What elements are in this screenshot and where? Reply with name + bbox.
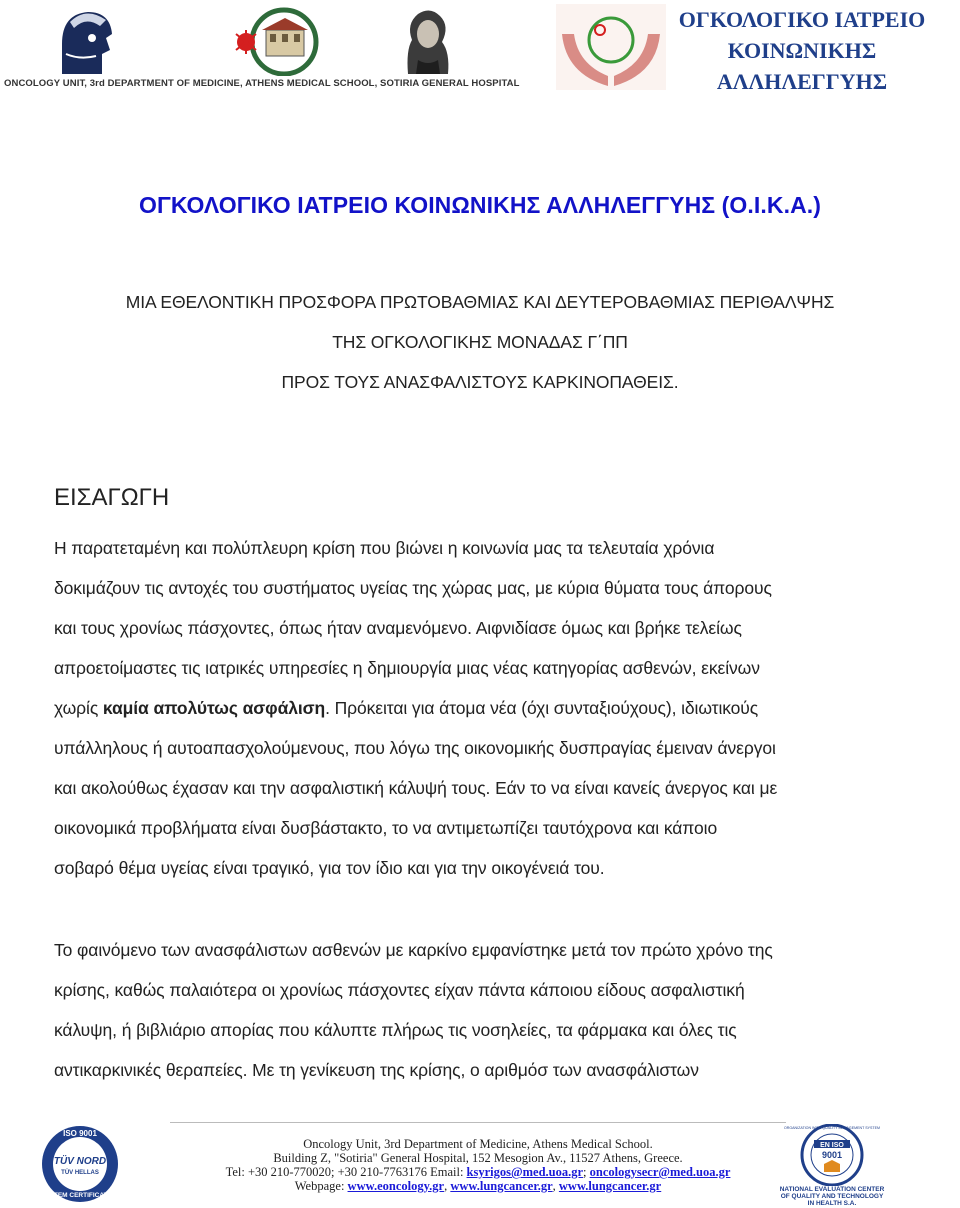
tuv-certification-badge: [18, 1124, 142, 1204]
footer-line: Webpage: www.eoncology.gr, www.lungcancer.gr, www.lungcancer.gr: [294, 1179, 662, 1193]
hospital-logo: [232, 4, 324, 76]
footer-contact-block: [170, 1122, 786, 1198]
subtitle-line: ΜΙΑ ΕΘΕΛΟΝΤΙΚΗ ΠΡΟΣΦΟΡΑ ΠΡΩΤΟΒΑΘΜΙΑΣ ΚΑΙ ΔΕΥΤΕΡΟΒΑΘΜΙΑΣ ΠΕΡΙΘΑΛΨΗΣ: [125, 292, 835, 312]
organization-name-line: ΑΛΛΗΛΕΓΓΥΗΣ: [716, 69, 888, 94]
badge-number-label: 9001: [821, 1150, 843, 1160]
certification-caption-line: IN HEALTH S.A.: [807, 1200, 857, 1207]
paragraph-line: και τους χρονίως πάσχοντες, όπως ήταν αναμενόμενο. Αιφνιδίασε όμως και βρήκε τελείως: [54, 618, 742, 638]
paragraph-line: αντικαρκινικές θεραπείες. Με τη γενίκευση της κρίσης, ο αριθμόσ των ανασφάλιστων: [54, 1060, 699, 1080]
organization-name-line: ΚΟΙΝΩΝΙΚΗΣ: [727, 38, 877, 63]
paragraph-line: Η παρατεταμένη και πολύπλευρη κρίση που βιώνει η κοινωνία μας τα τελευταία χρόνια: [54, 538, 715, 558]
organization-name: [652, 4, 952, 97]
badge-ring-label: ORGANIZATION WITH QUALITY MANAGEMENT SYSTEM: [783, 1126, 881, 1130]
footer-text: Tel: +30 210-770020; +30 210-7763176 Email:: [225, 1165, 467, 1179]
section-heading: ΕΙΣΑΓΩΓΗ: [54, 484, 170, 511]
web-link[interactable]: www.lungcancer.gr: [558, 1179, 662, 1193]
footer-line: Oncology Unit, 3rd Department of Medicine, Athens Medical School.: [303, 1137, 653, 1151]
paragraph-line: δοκιμάζουν τις αντοχές του συστήματος υγείας της χώρας μας, με κύρια θύματα τους άπορους: [54, 578, 772, 598]
paragraph-line: Το φαινόμενο των ανασφάλιστων ασθενών με καρκίνο εμφανίστηκε μετά τον πρώτο χρόνο της: [54, 940, 773, 960]
paragraph-line: κρίσης, καθώς παλαιότερα οι χρονίως πάσχοντες είχαν πάντα κάποιου είδους ασφαλιστική: [54, 980, 745, 1000]
footer-line: [170, 1166, 786, 1179]
footer-line: Building Z, "Sotiria" General Hospital, 152 Mesogion Av., 11527 Athens, Greece.: [273, 1151, 683, 1165]
certification-caption: [752, 1186, 912, 1207]
email-link[interactable]: ksyrigos@med.uoa.gr: [466, 1165, 584, 1179]
badge-iso-label: ISO 9001: [63, 1129, 97, 1138]
footer-text: Webpage:: [294, 1179, 348, 1193]
paragraph-line: σοβαρό θέμα υγείας είναι τραγικό, για τον ίδιο και για την οικογένειά του.: [54, 858, 605, 878]
emphasis-text: καμία απολύτως ασφάλιση: [102, 698, 326, 718]
portrait-logo: [392, 4, 462, 76]
organization-name-line: ΟΓΚΟΛΟΓΙΚΟ ΙΑΤΡΕΙΟ: [678, 7, 926, 32]
certification-caption-line: NATIONAL EVALUATION CENTER: [779, 1186, 885, 1193]
en-iso-certification-badge: [772, 1124, 892, 1186]
paragraph-line: υπάλληλους ή αυτοαπασχολούμενους, που λόγω της οικονομικής δυσπραγίας έμειναν άνεργοι: [54, 738, 776, 758]
paragraph-line: απροετοίμαστες τις ιατρικές υπηρεσίες η δημιουργία μιας νέας κατηγορίας ασθενών, εκείνων: [54, 658, 760, 678]
helmet-logo: [40, 4, 130, 78]
document-title: ΟΓΚΟΛΟΓΙΚΟ ΙΑΤΡΕΙΟ ΚΟΙΝΩΝΙΚΗΣ ΑΛΛΗΛΕΓΓΥΗΣ (Ο.Ι.Κ.Α.): [138, 192, 822, 218]
email-link[interactable]: oncologysecr@med.uoa.gr: [589, 1165, 731, 1179]
paragraph-line: οικονομικά προβλήματα είναι δυσβάστακτο, το να αντιμετωπίζει ταυτόχρονα και κάποιο: [54, 818, 718, 838]
intro-paragraph-1: [54, 528, 914, 888]
paragraph-line: και ακολούθως έχασαν και την ασφαλιστική κάλυψή τους. Εάν το να είναι κανείς άνεργος και με: [54, 778, 778, 798]
badge-sub-label: TÜV HELLAS: [61, 1170, 99, 1176]
paragraph-line: κάλυψη, ή βιβλιάριο απορίας που κάλυπτε πλήρως τις νοσηλείες, τα φάρμακα και όλες τις: [54, 1020, 737, 1040]
web-link[interactable]: www.eoncology.gr: [347, 1179, 445, 1193]
hands-logo: [556, 4, 666, 90]
subtitle-line: ΠΡΟΣ ΤΟΥΣ ΑΝΑΣΦΑΛΙΣΤΟΥΣ ΚΑΡΚΙΝΟΠΑΘΕΙΣ.: [281, 372, 679, 392]
header-caption: ONCOLOGY UNIT, 3rd DEPARTMENT OF MEDICINE, ATHENS MEDICAL SCHOOL, SOTIRIA GENERAL HOSPITAL: [4, 78, 520, 89]
badge-ring-label: SYSTEM CERTIFICATION: [40, 1192, 120, 1199]
paragraph-text: χωρίς: [54, 698, 103, 718]
certification-caption-line: OF QUALITY AND TECHNOLOGY: [780, 1193, 884, 1200]
paragraph-text: . Πρόκειται για άτομα νέα (όχι συνταξιούχους), ιδιωτικούς: [325, 698, 759, 718]
footer-text: ;: [583, 1165, 590, 1179]
web-link[interactable]: www.lungcancer.gr: [450, 1179, 553, 1193]
subtitle-line: ΤΗΣ ΟΓΚΟΛΟΓΙΚΗΣ ΜΟΝΑΔΑΣ Γ΄ΠΠ: [332, 332, 628, 352]
badge-iso-label: EN ISO: [820, 1142, 844, 1149]
badge-brand-label: TÜV NORD: [53, 1156, 107, 1167]
intro-paragraph-2: [54, 930, 914, 1090]
